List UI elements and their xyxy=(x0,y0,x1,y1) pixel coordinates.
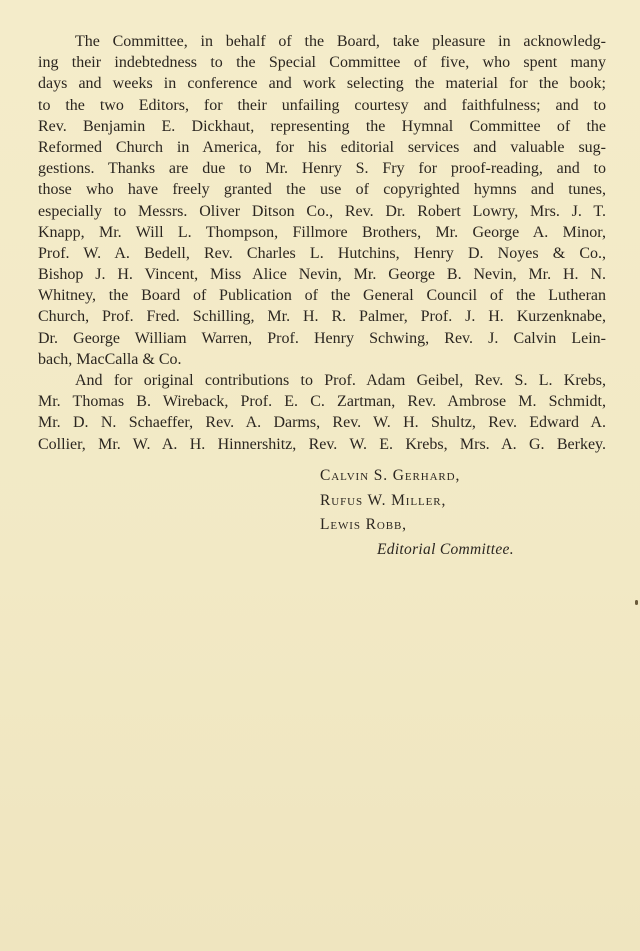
text-line: those who have freely granted the use of copyrighted hymns and tunes, xyxy=(38,181,606,199)
text-line: especially to Messrs. Oliver Ditson Co., Rev. Dr. Robert Lowry, Mrs. J. T. xyxy=(38,202,606,220)
text-line: to the two Editors, for their unfailing courtesy and faithfulness; and to xyxy=(38,96,606,114)
text-line: The Committee, in behalf of the Board, take pleasure in acknowledg- xyxy=(75,33,606,50)
signature-block xyxy=(320,464,514,562)
text-line: Mr. Thomas B. Wireback, Prof. E. C. Zartman, Rev. Ambrose M. Schmidt, xyxy=(38,393,606,411)
text-line: gestions. Thanks are due to Mr. Henry S. Fry for proof-reading, and to xyxy=(38,160,606,178)
page-speck xyxy=(635,600,638,605)
acknowledgment-text xyxy=(38,31,606,455)
text-line: And for original contributions to Prof. Adam Geibel, Rev. S. L. Krebs, xyxy=(75,372,606,389)
signature-role: Editorial Committee. xyxy=(377,540,514,558)
signature-name: Rufus W. Miller, xyxy=(320,491,447,509)
text-line: Dr. George William Warren, Prof. Henry Schwing, Rev. J. Calvin Lein- xyxy=(38,329,606,347)
text-line: Whitney, the Board of Publication of the General Council of the Lutheran xyxy=(38,287,606,305)
signature-name: Calvin S. Gerhard, xyxy=(320,467,461,484)
text-line: Reformed Church in America, for his editorial services and valuable sug- xyxy=(38,138,606,156)
text-line: bach, MacCalla & Co. xyxy=(38,350,182,368)
signature-name: Lewis Robb, xyxy=(320,516,407,533)
paragraph-2 xyxy=(38,370,606,455)
text-line: Knapp, Mr. Will L. Thompson, Fillmore Brothers, Mr. George A. Minor, xyxy=(38,223,606,241)
paragraph-1 xyxy=(38,31,606,370)
text-line: Rev. Benjamin E. Dickhaut, representing the Hymnal Committee of the xyxy=(38,117,606,135)
text-line: days and weeks in conference and work selecting the material for the book; xyxy=(38,75,606,93)
text-line: Bishop J. H. Vincent, Miss Alice Nevin, Mr. George B. Nevin, Mr. H. N. xyxy=(38,266,606,284)
text-line: ing their indebtedness to the Special Committee of five, who spent many xyxy=(38,54,606,72)
text-line: Prof. W. A. Bedell, Rev. Charles L. Hutchins, Henry D. Noyes & Co., xyxy=(38,244,606,262)
text-line: Collier, Mr. W. A. H. Hinnershitz, Rev. W. E. Krebs, Mrs. A. G. Berkey. xyxy=(38,435,606,453)
text-line: Mr. D. N. Schaeffer, Rev. A. Darms, Rev. W. H. Shultz, Rev. Edward A. xyxy=(38,414,606,432)
text-line: Church, Prof. Fred. Schilling, Mr. H. R. Palmer, Prof. J. H. Kurzenknabe, xyxy=(38,308,606,326)
